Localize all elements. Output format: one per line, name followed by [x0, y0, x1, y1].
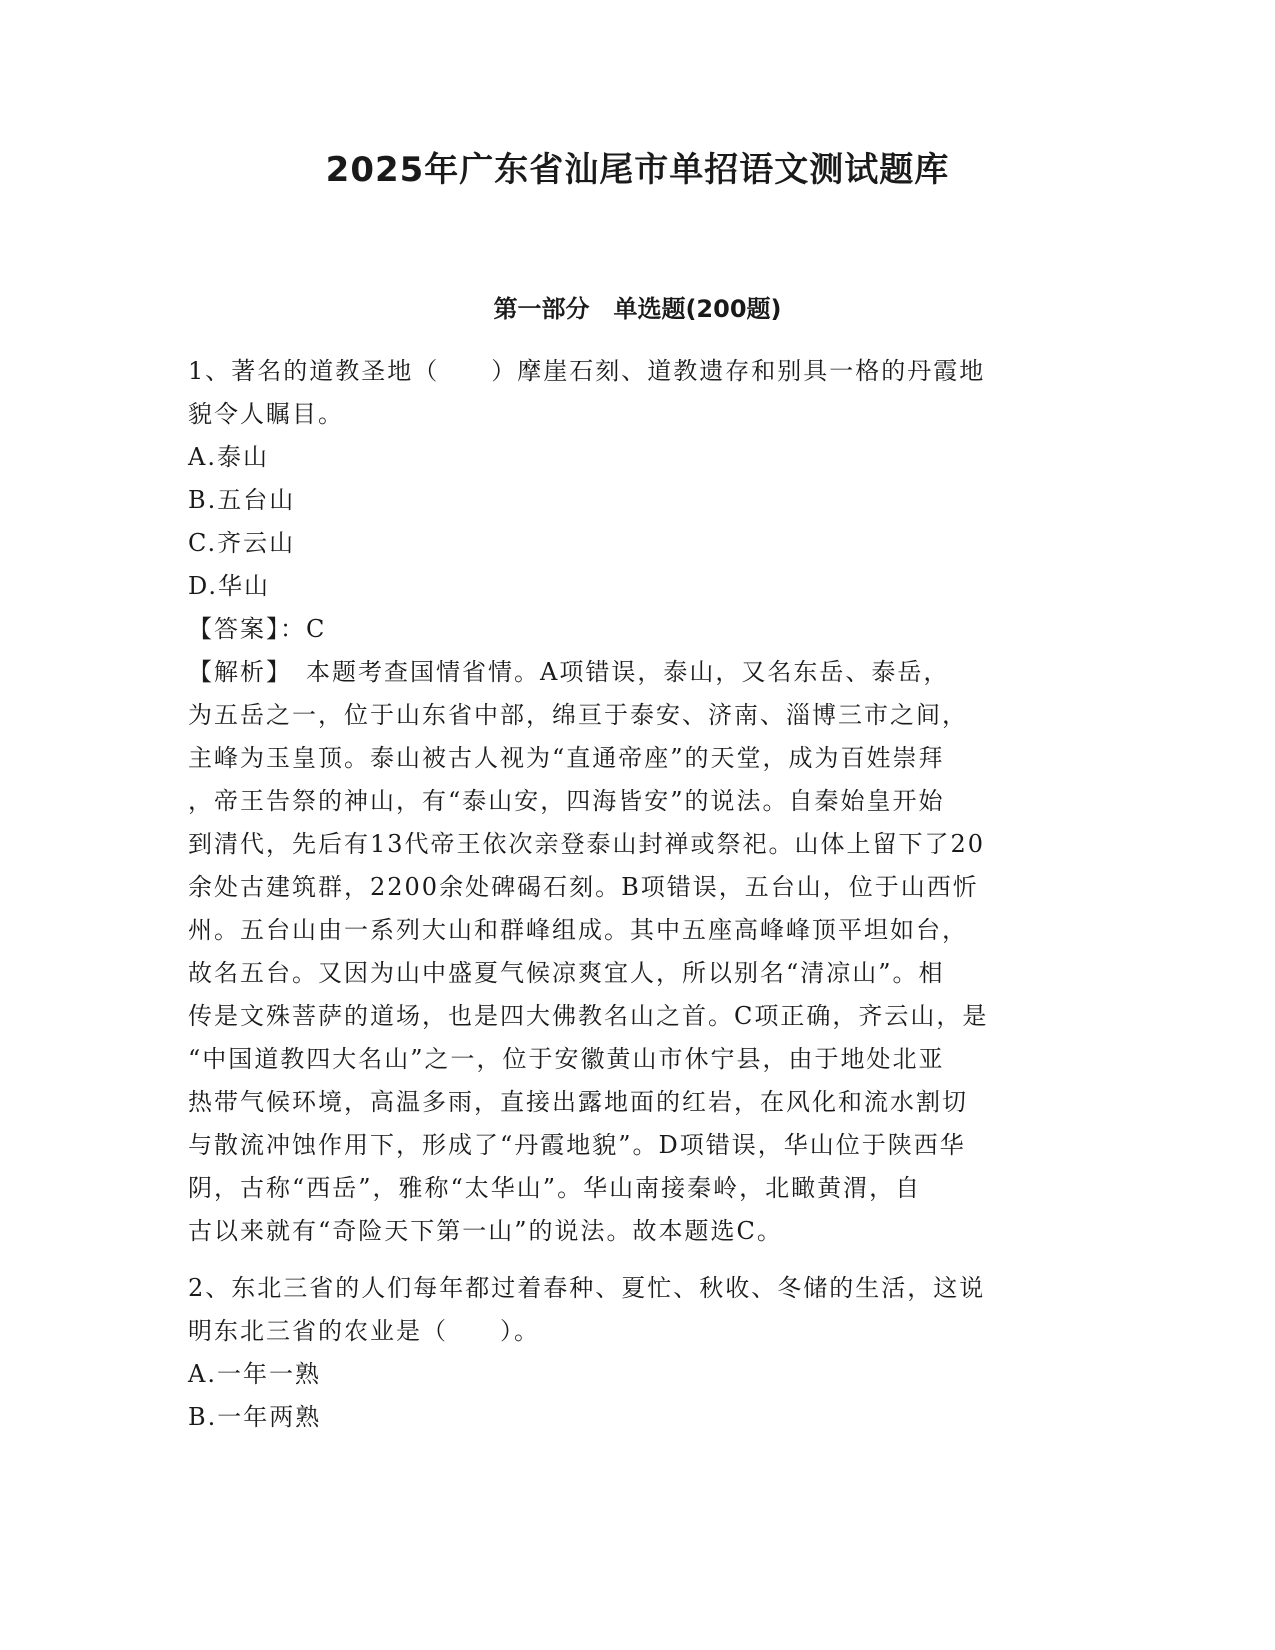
question-2: [188, 1267, 1088, 1439]
analysis-line: 州。五台山由一系列大山和群峰组成。其中五座高峰峰顶平坦如台，: [188, 916, 968, 944]
analysis-line: 主峰为玉皇顶。泰山被古人视为“直通帝座”的天堂，成为百姓崇拜: [188, 744, 945, 772]
analysis-line: 余处古建筑群，2200余处碑碣石刻。B项错误，五台山，位于山西忻: [188, 873, 979, 901]
analysis-line: 热带气候环境，高温多雨，直接出露地面的红岩，在风化和流水割切: [188, 1088, 968, 1116]
analysis-line: 【解析】 本题考查国情省情。A项错误，泰山，又名东岳、泰岳，: [188, 658, 950, 686]
option-b: B.一年两熟: [188, 1403, 322, 1431]
question-stem-line: 1、著名的道教圣地（ ）摩崖石刻、道教遗存和别具一格的丹霞地: [188, 357, 986, 385]
analysis-line: 古以来就有“奇险天下第一山”的说法。故本题选C。: [188, 1217, 783, 1245]
analysis-line: ，帝王告祭的神山，有“泰山安，四海皆安”的说法。自秦始皇开始: [188, 787, 945, 815]
option-d: D.华山: [188, 572, 271, 600]
question-spacer: [188, 1253, 1088, 1267]
analysis-line: 与散流冲蚀作用下，形成了“丹霞地貌”。D项错误，华山位于陕西华: [188, 1131, 966, 1159]
analysis-line: 为五岳之一，位于山东省中部，绵亘于泰安、济南、淄博三市之间，: [188, 701, 968, 729]
section-title: 第一部分 单选题(200题): [493, 295, 782, 323]
question-1: [188, 350, 1088, 1253]
analysis-line: 故名五台。又因为山中盛夏气候凉爽宜人，所以别名“清凉山”。相: [188, 959, 945, 987]
document-title: 2025年广东省汕尾市单招语文测试题库: [325, 150, 950, 190]
option-b: B.五台山: [188, 486, 296, 514]
answer-line: 【答案】：C: [188, 615, 327, 643]
option-a: A.一年一熟: [188, 1360, 321, 1388]
question-stem-line: 2、东北三省的人们每年都过着春种、夏忙、秋收、冬储的生活，这说: [188, 1274, 986, 1302]
analysis-line: 传是文殊菩萨的道场，也是四大佛教名山之首。C项正确，齐云山，是: [188, 1002, 989, 1030]
option-a: A.泰山: [188, 443, 269, 471]
analysis-line: 阴，古称“西岳”，雅称“太华山”。华山南接秦岭，北瞰黄渭，自: [188, 1174, 922, 1202]
question-stem-line: 貌令人瞩目。: [188, 400, 344, 428]
analysis-line: 到清代，先后有13代帝王依次亲登泰山封禅或祭祀。山体上留下了20: [188, 830, 986, 858]
option-c: C.齐云山: [188, 529, 296, 557]
question-stem-line: 明东北三省的农业是（ ）。: [188, 1317, 540, 1345]
analysis-line: “中国道教四大名山”之一，位于安徽黄山市休宁县，由于地处北亚: [188, 1045, 945, 1073]
question-list: [188, 350, 1088, 1439]
